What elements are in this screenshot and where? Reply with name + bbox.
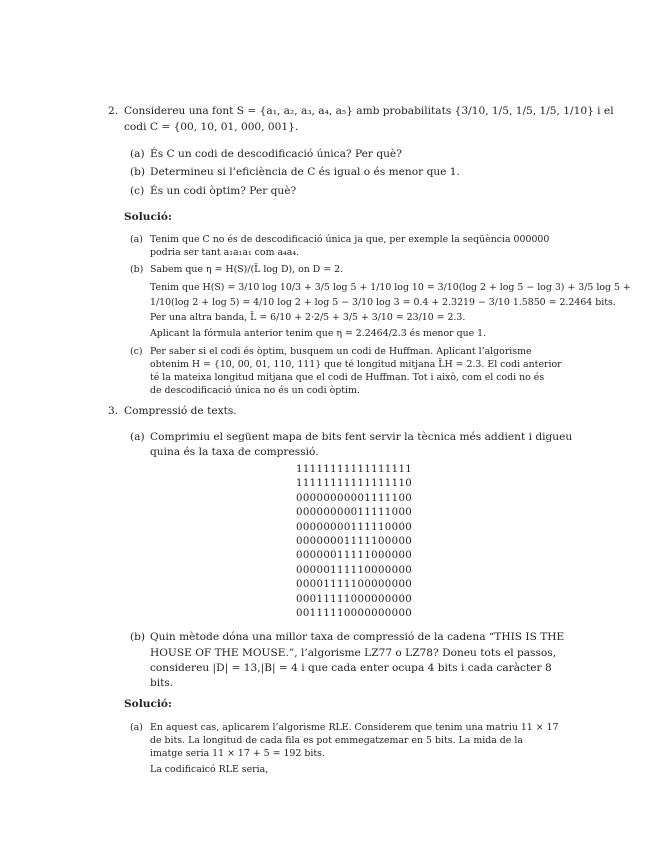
- question-3-number: 3.: [108, 405, 119, 417]
- bitmap-row: 00011111000000000: [296, 593, 413, 605]
- question-2-item-label: (c): [130, 185, 145, 197]
- solution-c-line-3: té la mateixa longitud mitjana que el codi de Huffman. Tot i això, com el codi no és: [150, 372, 545, 383]
- solution-b-line-4: Per una altra banda, L̄ = 6/10 + 2·2/5 + 3/5 + 3/10 = 23/10 = 2.3.: [150, 312, 466, 323]
- solution-item-label: (b): [130, 264, 144, 275]
- question-3b-line-2: HOUSE OF THE MOUSE.”, l’algorisme LZ77 o LZ78? Doneu tots el passos,: [150, 647, 557, 659]
- question-2-intro-line-2: codi C = {00, 10, 01, 000, 001}.: [124, 121, 299, 133]
- question-2-item-text: És un codi òptim? Per què?: [150, 185, 297, 197]
- question-3-title: Compressió de texts.: [124, 405, 237, 417]
- solution-3a-line-1: En aquest cas, aplicarem l’algorisme RLE. Considerem que tenim una matriu 11 × 17: [150, 722, 559, 733]
- question-3-item-label: (b): [130, 631, 146, 643]
- solution-3a-line-4: La codificaicó RLE seria,: [150, 764, 269, 775]
- solution-b-line-5: Aplicant la fórmula anterior tenim que η = 2.2464/2.3 és menor que 1.: [150, 328, 487, 339]
- solution-b-line-2: Tenim que H(S) = 3/10 log 10/3 + 3/5 log 5 + 1/10 log 10 = 3/10(log 2 + log 5 − log 3) + 3/5 log 5 +: [150, 282, 631, 293]
- question-3-item-label: (a): [130, 431, 145, 443]
- bitmap-row: 00000011111000000: [296, 550, 413, 562]
- question-3a-line-1: Comprimiu el següent mapa de bits fent servir la tècnica més addient i digueu: [150, 431, 573, 443]
- solution-a-line-1: Tenim que C no és de descodificació única ja que, per exemple la seqüència 000000: [150, 234, 550, 245]
- solution-item-label: (a): [130, 234, 143, 245]
- solution-heading: Solució:: [124, 698, 172, 710]
- question-3b-line-4: bits.: [150, 677, 174, 689]
- solution-3a-line-2: de bits. La longitud de cada fila es pot emmegatzemar en 5 bits. La mida de la: [150, 735, 523, 746]
- question-2-item-text: És C un codi de descodificació única? Per què?: [150, 148, 402, 160]
- solution-item-label: (c): [130, 346, 143, 357]
- question-2-item-label: (b): [130, 166, 146, 178]
- question-3b-line-1: Quin mètode dóna una millor taxa de compressió de la cadena “THIS IS THE: [150, 631, 565, 643]
- question-2-item-label: (a): [130, 148, 145, 160]
- solution-c-line-2: obtenim H = {10, 00, 01, 110, 111} que té longitud mitjana L̄H = 2.3. El codi anterior: [150, 359, 562, 370]
- solution-a-line-2: podria ser tant a₁a₁a₁ com a₄a₄.: [150, 247, 300, 258]
- question-2-number: 2.: [108, 105, 119, 117]
- solution-b-line-1: Sabem que η = H(S)/(L̄ log D), on D = 2.: [150, 264, 344, 275]
- solution-c-line-1: Per saber si el codi és òptim, busquem un codi de Huffman. Aplicant l’algorisme: [150, 346, 532, 357]
- bitmap-row: 00000000011111000: [296, 507, 413, 519]
- bitmap-row: 00000000001111100: [296, 492, 413, 504]
- solution-3a-line-3: imatge seria 11 × 17 + 5 = 192 bits.: [150, 748, 325, 759]
- question-2-item-text: Determineu si l’eficiència de C és igual o és menor que 1.: [150, 166, 460, 178]
- question-2-intro-line-1: Considereu una font S = {a₁, a₂, a₃, a₄, a₅} amb probabilitats {3/10, 1/5, 1/5, 1/5, 1/10} i el: [124, 105, 614, 117]
- solution-c-line-4: de descodificació única no és un codi òptim.: [150, 385, 360, 396]
- bitmap-row: 00001111100000000: [296, 579, 413, 591]
- bitmap-row: 11111111111111110: [296, 478, 413, 490]
- bitmap-row: 00000001111100000: [296, 536, 413, 548]
- bitmap: [296, 463, 412, 621]
- question-3b-line-3: considereu |D| = 13,|B| = 4 i que cada enter ocupa 4 bits i cada caràcter 8: [150, 662, 552, 674]
- solution-item-label: (a): [130, 722, 143, 733]
- bitmap-row: 11111111111111111: [296, 464, 413, 475]
- bitmap-row: 00000111110000000: [296, 564, 413, 576]
- question-3a-line-2: quina és la taxa de compressió.: [150, 446, 319, 458]
- bitmap-row: 00000000111110000: [296, 521, 413, 533]
- bitmap-row: 00111110000000000: [296, 608, 413, 620]
- solution-heading: Solució:: [124, 211, 172, 223]
- solution-b-line-3: 1/10(log 2 + log 5) = 4/10 log 2 + log 5 − 3/10 log 3 = 0.4 + 2.3219 − 3/10 1.5850 = 2.2464 bits.: [150, 297, 616, 308]
